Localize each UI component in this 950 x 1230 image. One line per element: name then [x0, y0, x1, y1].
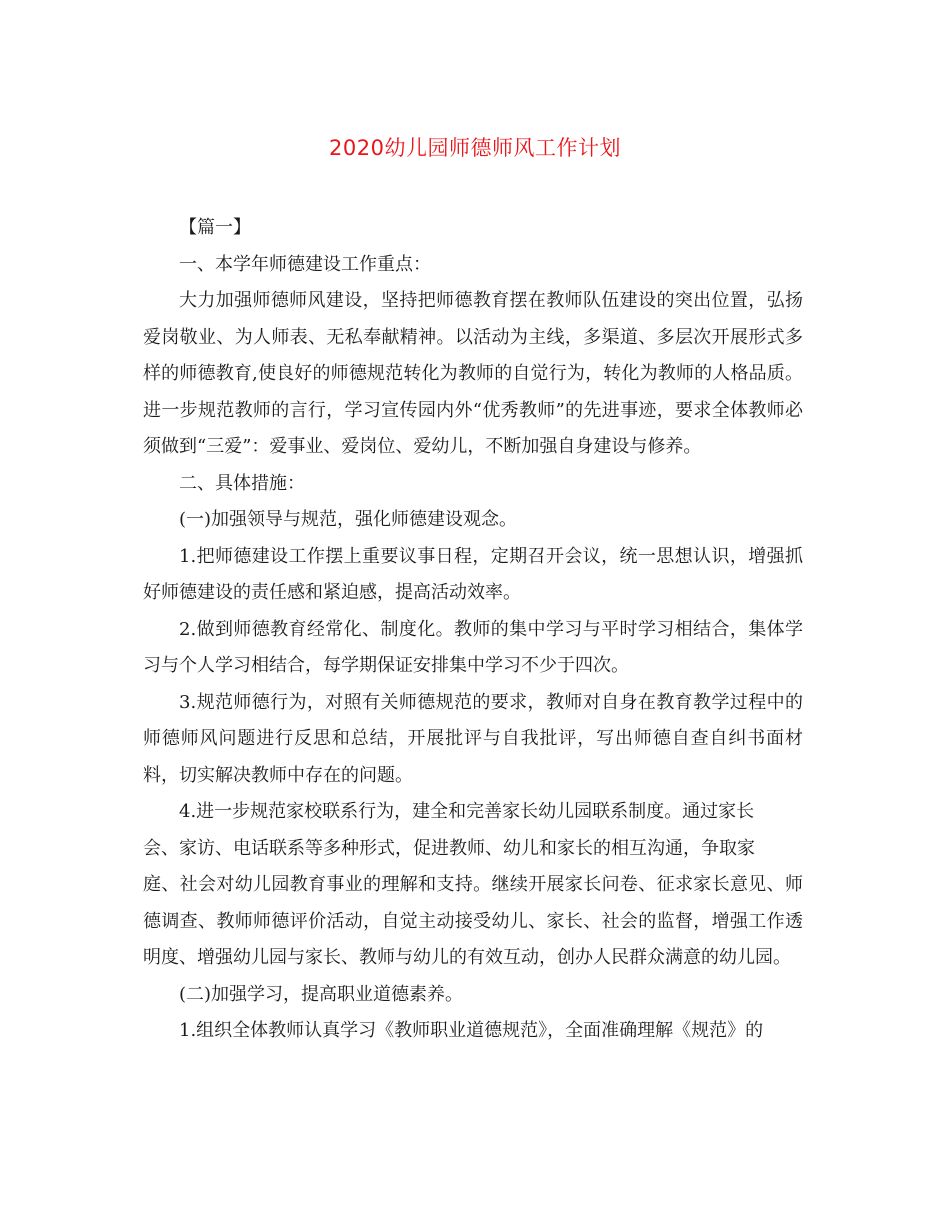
document-title: 2020幼儿园师德师风工作计划 — [329, 136, 621, 160]
paragraph-study-item-1: 1.组织全体教师认真学习《教师职业道德规范》，全面准确理解《规范》的 — [179, 1020, 764, 1041]
paragraph-item-1: 1.把师德建设工作摆上重要议事日程，定期召开会议，统一思想认识，增强抓好师德建设的责任感和紧迫感，提高活动效率。 — [143, 545, 803, 603]
heading-specific-measures: 二、具体措施： — [179, 472, 305, 494]
subheading-leadership: (一)加强领导与规范，强化师德建设观念。 — [179, 509, 518, 530]
paragraph-intro: 大力加强师德师风建设，坚持把师德教育摆在教师队伍建设的突出位置，弘扬爱岗敬业、为人师表、无私奉献精神。以活动为主线，多渠道、多层次开展形式多样的师德教育,使良好的师德规范转化为教师的自觉行为，转化为教师的人格品质。进一步规范教师的言行，学习宣传园内外“优秀教师”的先进事迹，要求全体教师必须做到“三爱”：爱事业、爱岗位、爱幼儿，不断加强自身建设与修养。 — [143, 290, 803, 457]
paragraph-item-2: 2.做到师德教育经常化、制度化。教师的集中学习与平时学习相结合，集体学习与个人学习相结合，每学期保证安排集中学习不少于四次。 — [143, 618, 803, 676]
paragraph-item-4: 4.进一步规范家校联系行为，建全和完善家长幼儿园联系制度。通过家长 会、家访、电话联系等多种形式，促进教师、幼儿和家长的相互沟通，争取家 庭、社会对幼儿园教育事业的理解和支持。继续开展家长问卷、征求家长意见、师德调查、教师师德评价活动，自觉主动接受幼儿、家长、社会的监督，增强工作透明度、增强幼儿园与家长、教师与幼儿的有效互动，创办人民群众满意的幼儿园。 — [143, 801, 803, 968]
section-label-part-one: 【篇一】 — [179, 217, 251, 238]
paragraph-item-3: 3.规范师德行为，对照有关师德规范的要求，教师对自身在教育教学过程中的师德师风问题进行反思和总结，开展批评与自我批评，写出师德自查自纠书面材料，切实解决教师中存在的问题。 — [143, 691, 803, 786]
heading-work-focus: 一、本学年师德建设工作重点： — [179, 253, 431, 275]
subheading-study: (二)加强学习，提高职业道德素养。 — [179, 983, 464, 1005]
document-body — [143, 210, 803, 1050]
